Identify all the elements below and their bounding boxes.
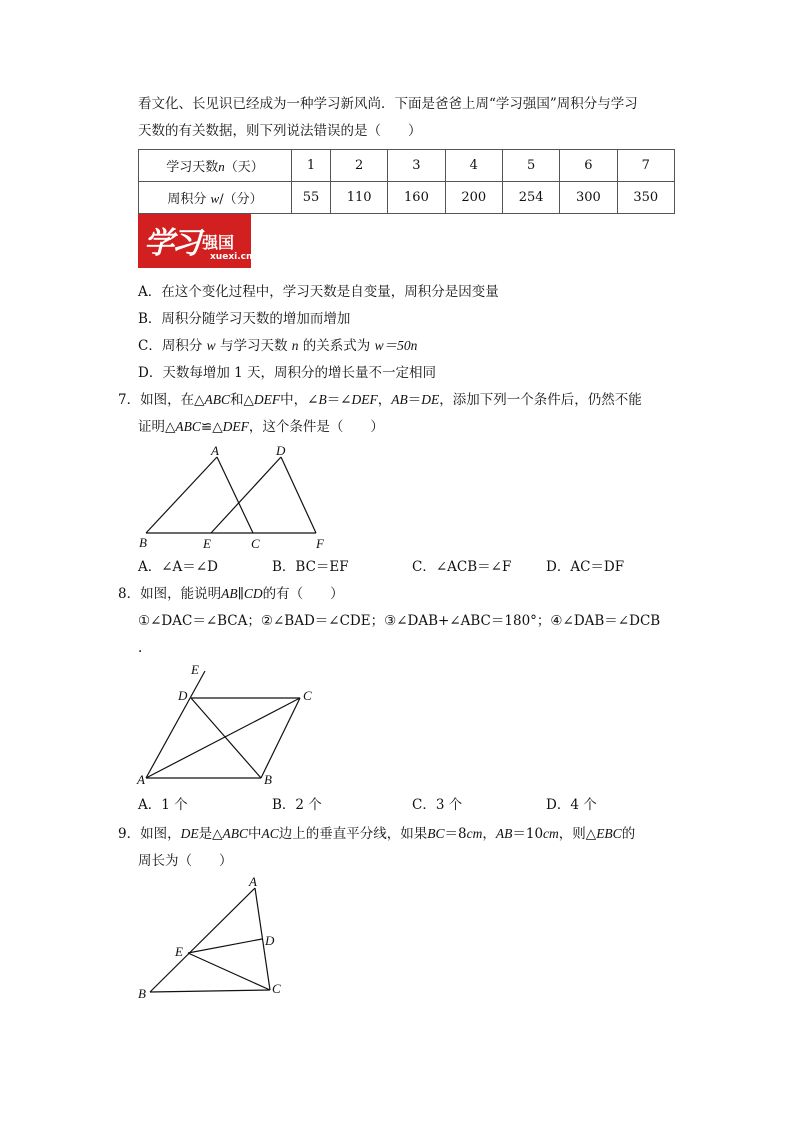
- q7-option-c: C．∠ACB＝∠F: [412, 559, 512, 575]
- table-cell: 160: [388, 182, 445, 214]
- label-d: D: [276, 443, 286, 458]
- q6-stem-line1: 看文化、长见识已经成为一种学习新风尚．下面是爸爸上周“学习强国”周积分与学习: [138, 96, 638, 112]
- q7-option-b: B．BC＝EF: [272, 559, 349, 575]
- table-cell: 55: [292, 182, 331, 214]
- table-cell-head-days: 学习天数n（天）: [139, 150, 292, 182]
- q7-option-a: A．∠A＝∠D: [138, 559, 218, 575]
- q9-stem-line1: 9．如图，DE是△ABC中AC边上的垂直平分线，如果BC＝8cm，AB＝10cm，则△EBC的: [118, 826, 636, 842]
- label-c: C: [251, 536, 260, 551]
- label-c: C: [303, 688, 312, 703]
- q7-stem-line1: 7．如图，在△ABC和△DEF中，∠B＝∠DEF，AB＝DE，添加下列一个条件后，仍然不能: [118, 392, 642, 408]
- table-cell: 5: [502, 150, 559, 182]
- table-cell: 1: [292, 150, 331, 182]
- table-cell: 4: [445, 150, 502, 182]
- q6-stem-line2: 天数的有关数据，则下列说法错误的是（ ）: [138, 123, 422, 139]
- table-cell: 254: [502, 182, 559, 214]
- q7-option-d: D．AC＝DF: [546, 559, 625, 575]
- q8-trailing-dot: .: [138, 640, 143, 656]
- logo-cn-text: 强国: [202, 233, 235, 252]
- q8-option-d: D．4 个: [546, 797, 597, 813]
- q8-option-c: C．3 个: [412, 797, 463, 813]
- label-e: E: [203, 536, 211, 551]
- segment-ec: [188, 953, 270, 990]
- label-e: E: [175, 944, 183, 959]
- label-a: A: [249, 874, 257, 889]
- table-cell-head-points: 周积分 w/（分）: [139, 182, 292, 214]
- label-a: A: [137, 772, 145, 787]
- table-cell: 200: [445, 182, 502, 214]
- table-cell: 300: [560, 182, 617, 214]
- table-cell: 2: [330, 150, 387, 182]
- label-c: C: [272, 981, 281, 996]
- table-cell: 7: [617, 150, 674, 182]
- q6-option-a: A．在这个变化过程中，学习天数是自变量，周积分是因变量: [138, 284, 499, 300]
- table-cell: 3: [388, 150, 445, 182]
- label-e: E: [191, 662, 199, 677]
- label-b: B: [264, 772, 272, 787]
- q6-option-b: B．周积分随学习天数的增加而增加: [138, 311, 351, 327]
- q8-option-a: A．1 个: [138, 797, 188, 813]
- q6-option-c: C．周积分 w 与学习天数 n 的关系式为 w＝50n: [138, 338, 418, 354]
- label-f: F: [316, 536, 324, 551]
- q8-option-b: B．2 个: [272, 797, 322, 813]
- label-d: D: [265, 933, 275, 948]
- label-b: B: [139, 535, 147, 550]
- q6-option-d: D．天数每增加 1 天，周积分的增长量不一定相同: [138, 365, 436, 381]
- q9-stem-line2: 周长为（ ）: [138, 853, 233, 869]
- q8-stem-line1: 8．如图，能说明AB∥CD的有（ ）: [118, 586, 344, 602]
- table-cell: 6: [560, 150, 617, 182]
- label-a: A: [211, 443, 219, 458]
- logo-brush-text: 学习: [144, 226, 198, 261]
- q8-conditions: ①∠DAC＝∠BCA；②∠BAD＝∠CDE；③∠DAB+∠ABC＝180°；④∠DAB＝∠DCB: [138, 613, 661, 629]
- q7-stem-line2: 证明△ABC≌△DEF，这个条件是（ ）: [138, 419, 384, 435]
- table-cell: 110: [330, 182, 387, 214]
- segment-ed: [188, 939, 262, 953]
- logo-url-text: xuexi.cn: [210, 252, 253, 262]
- table-cell: 350: [617, 182, 674, 214]
- label-b: B: [138, 986, 146, 1001]
- segment-bc: [150, 990, 270, 992]
- label-d: D: [178, 688, 188, 703]
